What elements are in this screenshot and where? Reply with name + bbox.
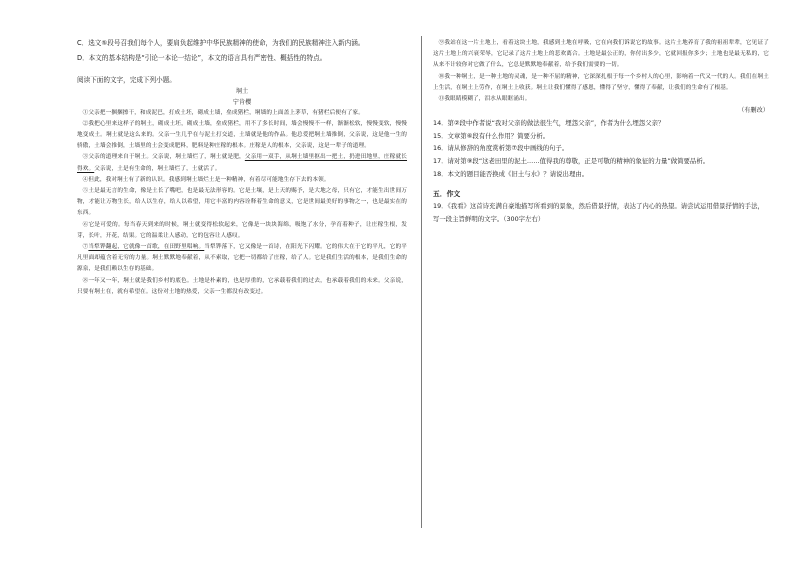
- option-d: D．本文的基本结构是“引论一本论一结论”，本文的语言具有严密性、概括性的特点。: [77, 53, 327, 62]
- column-divider: [421, 36, 422, 528]
- question-17: 17．请对第⑨段“这老田里的泥土……值得我的尊敬，正是可敬的精神的象征的力量”做简要品析。: [433, 157, 710, 165]
- paragraph-1: ①父亲把一捆捆擦干，和成泥巴，打成土坯，砌成土墙，垒成猪栏，垌墙的上面盖上茅草，有猪栏后便有了家。: [82, 109, 365, 116]
- option-c: C．选文⑤段号召我们每个人，要肩负起维护中华民族精神的使命，为我们的民族精神注入新内涵。: [77, 39, 365, 47]
- paragraph-2: ②我把心里来这样子的垌土，砌成土坯，砌成土墙，垒成猪栏，用不了多长时间，墙会慢慢不一样，渐渐松软，慢慢变软，慢慢地变成土。垌土就是这么来的。父亲一生几乎在与泥土打交道，土墙就是他的作品。他总爱把垌土墙推倒，父亲说，这是他一生的骄傲，土墙会推倒，土墙里的土会变成肥料，肥料是种庄稼的根本。庄稼是人的根本，父亲说，这是一辈子的道理。: [77, 120, 407, 150]
- article-title: 垌土: [235, 87, 249, 95]
- reading-instruction: 阅读下面的文字，完成下列小题。: [77, 76, 176, 84]
- article-author: 宁肯樱: [232, 98, 252, 106]
- paragraph-11: ⑪我眼睛模糊了，泪水从眼眶涌出。: [438, 96, 531, 103]
- question-15: 15．文章第⑥段有什么作用？简要分析。: [433, 131, 550, 140]
- article-body-continued: [433, 38, 769, 105]
- underlined-sentence-2: 当犁铧翻起，它就像一首歌，在田野里唱响。: [88, 243, 205, 250]
- source-note: （有删改）: [738, 107, 769, 115]
- paragraph-5: ⑤土是最无言的生命，像是土长了嘴吧，也是最无法形容的。它是土壤，是上天的赐予，是大地之母，只有它，才能生出世间万物，才能让万物生长，给人以生存，给人以希望，用它丰富的内容诠释着生命的意义，它是世间最美好的事物之一，也是最实在的东西。: [77, 187, 407, 217]
- question-18: 18．本文的题目能否换成《旧土与水》？请说出理由。: [433, 169, 589, 178]
- paragraph-7-end: 当犁铧落下，它又像是一首诗，在阳光下闪耀。它的伟大在于它的平凡，它的平凡里面却蕴含着无穷的力量。垌土默默地奉献着，从不索取，它把一切都给了庄稼，给了人。它是我们生活的根本，是我们生命的源泉，是我们赖以生存的基础。: [77, 243, 407, 273]
- left-column: [77, 38, 407, 298]
- paragraph-6: ⑥它是可爱的。每当春天到来的时候，垌土就变得松软起来，它像是一块块海绵，吸饱了水分，孕育着种子，让庄稼生根，发芽，长叶，开花，结果。它的温柔让人感动，它的包容让人感叹。: [77, 221, 407, 239]
- paragraph-4: ④但此，我对垌土有了新的认识。我感到垌土墙烂土是一种精神，有着尽可能地生存下去的本领。: [82, 176, 330, 183]
- underlined-sentence-1: 父亲用一双手，从垌土墙里抠出一把土，扔进田地里，庄稼就长得欢。: [77, 154, 408, 172]
- paragraph-3-end: 父亲说，土是有生命的，垌土墙烂了，土就活了。: [94, 165, 221, 172]
- article-body: [77, 108, 407, 298]
- question-19: 19．《我看》这首诗充满自豪地描写所看到的景象，然后借景抒情，表达了内心的热望。请尝试运用借景抒情的手法，写一段主旨鲜明的文字。（300字左右）: [433, 202, 764, 223]
- question-14: 14．第②段中作者说“我对父亲的做法很生气，埋怨父亲”，作者为什么埋怨父亲？: [433, 119, 665, 128]
- paragraph-8: ⑧一年又一年，垌土就是我们乡村的底色。土地是朴素的，也是厚重的，它承载着我们的过去，也承载着我们的未来。父亲说，只要有垌土在，就有希望在。这份对土地的热爱，父亲一生都没有改变过。: [77, 277, 407, 295]
- question-16: 16．请从修辞的角度赏析第⑦段中画线的句子。: [433, 144, 569, 153]
- paragraph-3: [77, 152, 407, 174]
- section-five-heading: 五．作文: [433, 190, 461, 199]
- paragraph-7-number: ⑦: [82, 243, 89, 250]
- paragraph-9: ⑨我站在这一片土地上，看着这块土地，我感到土地在呼吸，它在向我们诉说它的故事。这片土地养育了我的祖祖辈辈，它见证了这片土地上的兴衰荣辱，它记录了这片土地上的悲欢离合。土地是最公正的，你付出多少，它就回报你多少；土地也是最无私的，它从来不计较你对它做了什么，它总是默默地奉献着，给予我们需要的一切。: [433, 40, 769, 69]
- paragraph-3-start: ③父亲的道理来自于垌土。父亲说，垌土墙烂了，垌土就是肥，: [82, 154, 245, 161]
- paragraph-7: [77, 242, 407, 276]
- right-column: [433, 38, 769, 225]
- paragraph-10: ⑩我一种垌土，是一种土地的灵魂，是一种不屈的精神，它深深扎根于每一个乡村人的心里，影响着一代又一代的人。我们在垌土上生活，在垌土上劳作，在垌土上收获。垌土让我们懂得了感恩，懂得了坚守，懂得了奉献，让我们的生命有了根基。: [433, 73, 769, 91]
